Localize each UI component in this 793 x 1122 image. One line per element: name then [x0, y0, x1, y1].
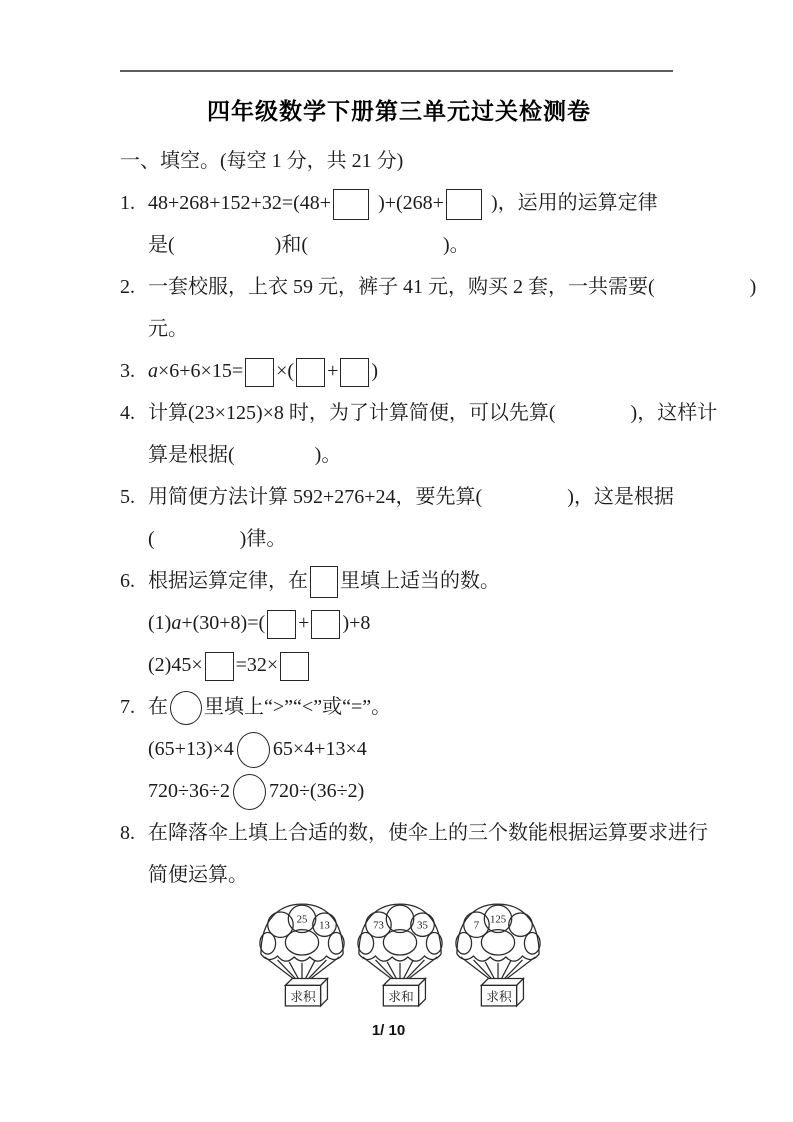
answer-blank [482, 502, 567, 503]
question-text: ( [148, 528, 155, 550]
question-5-number: 5. [120, 486, 135, 508]
comparison-circle [233, 774, 266, 810]
question-6-number: 6. [120, 570, 135, 592]
question-4-line-2 [148, 434, 717, 476]
answer-box [280, 652, 309, 681]
question-5-body [148, 476, 678, 560]
parachute-number: 125 [489, 913, 507, 926]
comparison-circle [237, 732, 270, 768]
question-text: 720÷(36÷2) [268, 780, 365, 802]
question-8-line-1 [148, 812, 708, 854]
answer-box [267, 610, 296, 639]
question-text: ×( [276, 360, 295, 382]
question-text: 用简便方法计算 592+276+24，要先算( [148, 486, 483, 508]
parachute-figures-row [256, 898, 708, 1016]
question-text: 元。 [148, 318, 188, 340]
question-3-body [148, 350, 678, 392]
section-heading [120, 140, 678, 182]
question-text: ) [371, 360, 379, 382]
question-text: )，这是根据 [567, 486, 674, 508]
question-8 [120, 812, 708, 1016]
answer-box [311, 610, 340, 639]
question-1-number: 1. [120, 192, 135, 214]
question-text: =32× [235, 654, 279, 676]
question-text: 里填上“>”“<”或“=”。 [204, 696, 392, 718]
answer-blank [308, 250, 443, 251]
question-text: 里填上适当的数。 [340, 570, 500, 592]
worksheet-content [120, 96, 757, 1016]
question-text: )+(268+ [378, 192, 444, 214]
answer-blank [155, 544, 240, 545]
question-text: 在 [148, 696, 168, 718]
question-5-line-1 [148, 476, 678, 518]
answer-blank [235, 460, 315, 461]
question-text: )，这样计 [630, 402, 718, 424]
answer-box [446, 189, 482, 220]
question-4-number: 4. [120, 402, 135, 424]
question-3-line-1 [148, 350, 678, 392]
answer-box [245, 358, 274, 387]
variable-a: a [148, 360, 158, 382]
question-5 [120, 476, 678, 560]
question-3 [120, 350, 678, 392]
parachute-box-label: 求和 [388, 990, 414, 1005]
question-6-sub-2 [148, 644, 678, 686]
parachute-figure-2 [354, 898, 446, 1016]
question-7-body [148, 686, 678, 812]
question-1-line-1 [148, 182, 678, 224]
parachute-figure-3 [452, 898, 544, 1016]
question-1-line-2 [148, 224, 678, 266]
answer-box [310, 566, 338, 598]
question-text: 65×4+13×4 [272, 738, 367, 760]
question-text: (1) [148, 612, 172, 634]
page-number: 1/ 10 [371, 1022, 406, 1039]
question-7-line-3 [148, 770, 678, 812]
header-rule [120, 70, 673, 72]
question-4 [120, 392, 718, 476]
parachute-figure-1 [256, 898, 348, 1016]
question-text: 算是根据( [148, 444, 235, 466]
question-2-line-2 [148, 308, 756, 350]
parachute-number: 73 [373, 919, 384, 932]
question-7-line-1 [148, 686, 678, 728]
answer-box [340, 358, 369, 387]
answer-box [205, 652, 234, 681]
parachute-number: 7 [473, 919, 480, 932]
parachute-number: 13 [319, 919, 330, 932]
section-title: 填空。(每空 1 分，共 21 分) [160, 150, 404, 172]
question-5-line-2 [148, 518, 678, 560]
question-7 [120, 686, 678, 812]
parachute-canopy [358, 904, 442, 986]
question-text: )。 [314, 444, 342, 466]
question-text: 在降落伞上填上合适的数，使伞上的三个数能根据运算要求进行 [148, 822, 708, 844]
parachute-box-label: 求积 [290, 990, 316, 1005]
question-8-line-2 [148, 854, 708, 896]
question-text: 简便运算。 [148, 864, 248, 886]
question-7-line-2 [148, 728, 678, 770]
question-text: 计算(23×125)×8 时，为了计算简便，可以先算( [148, 402, 556, 424]
question-text: ×6+6×15= [158, 360, 244, 382]
question-1 [120, 182, 678, 266]
parachute-number: 35 [417, 919, 428, 932]
question-6 [120, 560, 678, 686]
question-6-line-1 [148, 560, 678, 602]
question-text: )和( [274, 234, 308, 256]
question-4-body [148, 392, 717, 476]
question-8-body [148, 812, 708, 1016]
question-text: +(30+8)=( [181, 612, 266, 634]
question-2-line-1 [148, 266, 756, 308]
question-text: 根据运算定律，在 [148, 570, 308, 592]
question-8-number: 8. [120, 822, 135, 844]
section-number: 一、 [120, 150, 160, 172]
question-1-body [148, 182, 678, 266]
answer-box [333, 189, 369, 220]
question-2 [120, 266, 757, 350]
question-text: )+8 [342, 612, 371, 634]
question-text: ) [749, 276, 757, 298]
question-text: (2)45× [148, 654, 203, 676]
question-4-line-1 [148, 392, 717, 434]
question-6-sub-1 [148, 602, 678, 644]
question-2-number: 2. [120, 276, 135, 298]
question-text: )律。 [239, 528, 287, 550]
question-text: 720÷36÷2 [148, 780, 230, 802]
question-text: )。 [443, 234, 470, 256]
page-title: 四年级数学下册第三单元过关检测卷 [207, 98, 591, 124]
variable-a: a [171, 612, 182, 634]
question-text: + [298, 612, 310, 634]
answer-blank [655, 292, 750, 293]
question-text: 48+268+152+32=(48+ [148, 192, 332, 214]
question-6-body [148, 560, 678, 686]
question-text: 一套校服，上衣 59 元，裤子 41 元，购买 2 套，一共需要( [148, 276, 655, 298]
parachute-number: 25 [296, 913, 308, 926]
comparison-circle [170, 691, 202, 725]
answer-blank [175, 250, 275, 251]
parachute-box-label: 求积 [486, 990, 512, 1005]
question-7-number: 7. [120, 696, 135, 718]
question-text: 是( [148, 234, 175, 256]
question-text: (65+13)×4 [148, 738, 234, 760]
question-3-number: 3. [120, 360, 135, 382]
question-text: + [327, 360, 339, 382]
answer-blank [556, 418, 631, 419]
answer-box [296, 358, 325, 387]
question-2-body [148, 266, 756, 350]
question-text: )，运用的运算定律 [490, 192, 658, 214]
